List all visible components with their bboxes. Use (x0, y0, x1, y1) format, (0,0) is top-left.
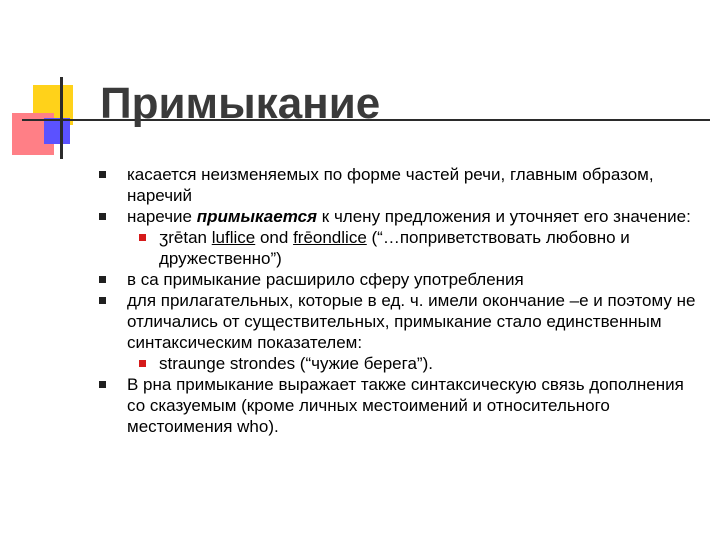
square-bullet-icon (99, 171, 106, 178)
emphasized-term: примыкается (196, 207, 318, 226)
decor-vertical-line (60, 77, 63, 159)
list-item-text: наречие (127, 207, 197, 226)
list-item (97, 374, 697, 437)
list-item (97, 164, 697, 206)
square-bullet-icon (139, 234, 146, 241)
list-item-text: В рна примыкание выражает также синтаксическую связь дополнения со сказуемым (кроме личных местоимений и относительного местоимения who). (127, 375, 684, 436)
example-word-underlined: frēondlice (293, 228, 367, 247)
list-item (97, 290, 697, 353)
list-item-text: к члену предложения и уточняет его значение: (317, 207, 691, 226)
example-gloss: (“…поприветствовать любовно и дружественно”) (159, 228, 630, 268)
example-word-underlined: luflice (211, 228, 256, 247)
list-item-text: касается неизменяемых по форме частей речи, главным образом, наречий (127, 165, 654, 205)
square-bullet-icon (99, 213, 106, 220)
slide-title: Примыкание (100, 79, 381, 128)
list-item-text: в са примыкание расширило сферу употребления (127, 270, 524, 289)
list-item-text: для прилагательных, которые в ед. ч. имели окончание –е и поэтому не отличались от существительных, примыкание стало единственным синтаксическим показателем: (127, 291, 696, 352)
square-bullet-icon (99, 297, 106, 304)
sub-list-item (97, 227, 697, 269)
example-text: straunge strondes (“чужие берега”). (159, 354, 433, 373)
decor-blue-square (44, 118, 70, 144)
square-bullet-icon (99, 276, 106, 283)
list-item (97, 206, 697, 227)
square-bullet-icon (139, 360, 146, 367)
example-word: ʒrētan (159, 228, 208, 247)
square-bullet-icon (99, 381, 106, 388)
list-item (97, 269, 697, 290)
slide-body (97, 164, 697, 437)
example-word: ond (259, 228, 289, 247)
sub-list-item (97, 353, 697, 374)
